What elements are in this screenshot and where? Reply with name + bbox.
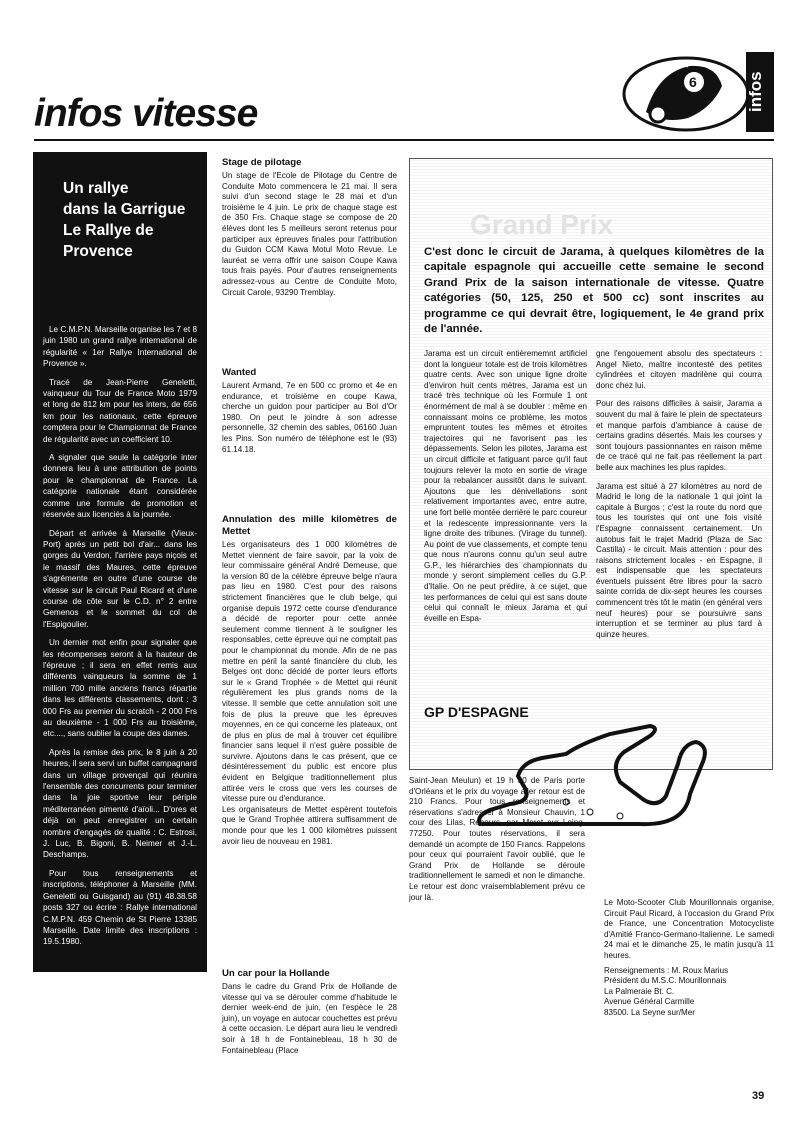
mourillon-article	[604, 898, 774, 1019]
mettet-paragraph: Les organisateurs des 1 000 kilomètres de Mettet viennent de faire savoir, par la voix de leur commissaire général André Demeuse, que la version 80 de la célèbre épreuve belge n'aura pas lieu en 1980. C'est pour des raisons strictement financières que le club belge, qui organise depuis 1972 cette course d'endurance a décidé de reporter pour cette année seulement comme tiennent à le souligner les responsables, cette épreuve qui ne comptait pas pour le championnat du monde. Afin de ne pas mettre en péril la santé financière du club, les Belges ont donc décidé de porter leurs efforts sur le « Grand Trophée » de Mettet qui réunit régulièrement les plus grands noms de la vitesse. Il semble que cette annulation soit une fois de plus la preuve que les épreuves moyennes, en ce qui concerne les plateaux, ont de plus en plus de mal à trouver cet équilibre financier sans lequel il n'est guère possible de survivre. Ajoutons dans le cas présent, que ce désintéressement du public est encore plus évident en Belgique traditionnellement plus attirée vers le cross que vers les courses de vitesse pure ou d'endurance.	[222, 540, 397, 804]
faint-title: Grand Prix	[470, 209, 614, 240]
infos-logo-text: infos	[746, 52, 774, 132]
map-title: GP D'ESPAGNE	[424, 704, 529, 720]
contact-line: Président du M.S.C. Mourillonnais	[604, 976, 727, 986]
contact-line: La Palmeraie Bt. C.	[604, 986, 675, 996]
mourillon-contact	[604, 966, 774, 1019]
hollande-title: Un car pour la Hollande	[222, 968, 330, 979]
rally-paragraph: Pour tous renseignements et inscriptions, téléphoner à Marseille (MM. Geneletti ou Guisgand) au (91) 48.38.58 posts 327 ou écrire : Rallye international C.M.P.N. 459 Chemin de St Pierre 13385 Marseille. Date limite des inscriptions : 19.5.1980.	[43, 868, 197, 947]
stage-article	[222, 157, 397, 298]
rally-paragraph: Le C.M.P.N. Marseille organise les 7 et 8 juin 1980 un grand rallye international de régularité « 1er Rallye International de Provence ».	[43, 325, 197, 369]
jarama-lead: C'est donc le circuit de Jarama, à quelques kilomètres de la capitale espagnole qui accueille cette semaine le second Grand Prix de la saison internationale de vitesse. Quatre catégories (50, 125, 250 et 500 cc) sont inscrites au programme ce qui devrait être, logiquement, le 4e grand prix de l'année.	[424, 246, 764, 336]
title-rule	[34, 139, 774, 141]
jarama-col-1	[424, 349, 587, 624]
rally-paragraph: Départ et arrivée à Marseille (Vieux-Port) après un petit bol d'air... dans les gorges du Verdon, l'arrière pays niçois et le massif des Maures, cette épreuve s'agrémente en outre d'une course de vitesse sur le circuit Paul Ricard et d'une course de côte sur le C.D. n° 2 entre Gemenos et le sommet du col de l'Espigoulier.	[43, 528, 197, 629]
hollande-text: Dans le cadre du Grand Prix de Hollande de vitesse qui va se dérouler comme d'habitude le dernier week-end de juin, (en l'espèce le 28 juin), un voyage en autocar couchettes est prévu à cette occasion. Le départ aura lieu le vendredi soir à 18 h de Fontainebleau, 18 h 30 de Fontainebleau (Place	[222, 982, 397, 1055]
hollande-continuation	[409, 776, 585, 903]
mettet-article	[222, 514, 397, 847]
page-number: 39	[752, 1090, 765, 1102]
mettet-paragraph: Les organisateurs de Mettet espèrent toutefois que le Grand Trophée attirera suffisamment de monde pour que les 1 000 kilomètres puissent avoir lieu de nouveau en 1981.	[222, 804, 397, 846]
rally-paragraph: Un dernier mot enfin pour signaler que les récompenses seront à la hauteur de l'épreuve ; il sera en effet remis aux différents vainqueurs la somme de 1 million 700 mille anciens francs répartie dans les différents classements, dont : 3 000 Frs au premier du scratch - 2 000 Frs au deuxième - 1 000 Frs au troisième, etc...., sans oublier la coupe des dames.	[43, 638, 197, 739]
rally-title	[63, 178, 203, 262]
jarama-col2-paragraph: Jarama est situé à 27 kilomètres au nord de Madrid le long de la nationale 1 qui joint la capitale à Burgos ; c'est la route du nord que tous les touristes qui ont une fois visité l'Espagne connaissent certainement. Un autobus fait le trajet Madrid (Plaza de Sac Castilla) - le circuit. Mais attention : pour des raisons strictement locales - en Espagne, il est indispensable que les spectateurs éventuels puissent être libres pour la sacro sainte corrida de dix-sept heures les courses commencent très tôt le matin (en général vers neuf heures) pour se poursuivre sans interruption et se terminer au plus tard à quinze heures.	[596, 481, 762, 639]
jarama-col-2	[596, 349, 762, 648]
rally-paragraph: Tracé de Jean-Pierre Geneletti, vainqueur du Tour de France Moto 1979 et long de 812 km pour les inters, de 656 km pour les nationaux, cette épreuve comptera pour le Championnat de France de régularité avec un coefficient 10.	[43, 377, 197, 444]
mourillon-text: Le Moto-Scooter Club Mourillonnais organise, Circuit Paul Ricard, à l'occasion du Grand Prix de France, une Concentration Motocycliste d'Amitié Franco-Germano-Italienne. Le samedi 24 mai et le dimanche 25, le matin jusqu'à 11 heures.	[604, 898, 774, 960]
jarama-col2-paragraph: gne l'engouement absolu des spectateurs : Angel Nieto, maître incontesté des petites cylindrées et citoyen madrilène qui courra donc chez lui.	[596, 349, 762, 390]
contact-line: 83500. La Seyne sur/Mer	[604, 1007, 695, 1017]
mettet-title: Annulation des mille kilomètres de Mettet	[222, 514, 397, 537]
jarama-col2-paragraph: Pour des raisons difficiles à saisir, Jarama a souvent du mal à faire le plein de spectateurs et manque parfois d'ambiance à cause de certains gradins désertés. Mais les courses y sont toujours passionnantes en raison même de ce tracé qui ne fait pas réellement la part belle aux machines les plus rapides.	[596, 399, 762, 472]
jarama-box	[409, 158, 773, 770]
rally-title-line: dans la Garrigue	[63, 201, 186, 218]
rally-paragraph: A signaler que seule la catégorie inter donnera lieu à une attribution de points pour le championnat de France. La catégorie nationale étant considérée comme une formule de promotion et réservée aux licenciés à la journée.	[43, 453, 197, 520]
rally-box	[33, 152, 207, 972]
infos-logo	[618, 52, 774, 132]
hollande-continuation-text: Saint-Jean Meulun) et 19 h 30 de Paris porte d'Orléans et le prix du voyage aller retour est de 210 Francs. Pour tous renseignements et réservations s'adresser à Monsieur Chauvin, 1 cour des Lilas, Rebours, par Moret sur Loing, 77250. Pour toutes réservations, il sera demandé un acompte de 150 Francs. Rappelons pour ceux qui pourraient l'avoir oublié, que le Grand Prix de Hollande se déroule traditionnellement le samedi et non le dimanche. Le retour est donc vraisemblablement prévu ce jour là.	[409, 776, 585, 902]
rally-title-line: Le Rallye de Provence	[63, 222, 154, 260]
jarama-col1-text: Jarama est un circuit entièrememnt artificiel dont la longueur totale est de trois kilomètres quatre cents. Avec son unique ligne droite d'environ huit cents mètres, Jarama est un tracé très technique où les Formule 1 ont énormément de mal à se doubler : même en connaissant moins ce problème, les motos empruntent toutes les mêmes et étroites trajectoires qui ne favorisent pas les dépassements. Selon les pilotes, Jarama est un circuit difficile et fatiguant parce qu'il faut toujours relever la moto en sortie de virage pour la rebalancer aussitôt dans le suivant. Ajoutons que les dénivellations sont relativement importantes avec, entre autre, une fort belle montée derrière le parc coureur et la redescente impressionnante vers la ligne droite des tribunes. (Virage du tunnel). Au point de vue classements, et compte tenu que nous n'aurons connu qu'un seul autre G.P., les hiérarchies des championnats du monde y seront simplement celles du G.P. d'Italie. On ne peut prédire, à ce sujet, que les performances de celui qui est sans doute celui qui connaît le mieux Jarama et qui éveille en Espa-	[424, 349, 587, 623]
contact-line: Avenue Général Carmille	[604, 997, 695, 1007]
wanted-article	[222, 367, 397, 455]
svg-text:6: 6	[689, 74, 697, 90]
rally-body	[43, 324, 197, 955]
stage-text: Un stage de l'Ecole de Pilotage du Centre de Conduite Moto commencera le 21 mai. Il sera suivi d'un second stage le 28 mai et d'un troisième le 4 juin. Le prix de chaque stage est de 350 Frs. Chaque stage se compose de 20 élèves dont les 5 meilleurs seront retenus pour participer aux épreuves finales pour l'attribution du Guidon CCM Kawa Motul Moto Revue. Le lauréat se verra offrir une saison Coupe Kawa tous frais payés. Pour d'autres renseignements adressez-vous au Centre de Conduite Moto, Circuit Carole, 93290 Tremblay.	[222, 171, 397, 297]
stage-title: Stage de pilotage	[222, 157, 302, 168]
contact-line: Renseignements : M. Roux Marius	[604, 965, 729, 975]
wanted-title: Wanted	[222, 367, 257, 378]
rally-title-line: Un rallye	[63, 180, 129, 197]
page-title: infos vitesse	[34, 92, 258, 135]
wanted-text: Laurent Armand, 7e en 500 cc promo et 4e en endurance, et troisième en coupe Kawa, cherche un guidon pour participer au Bol d'Or 1980. On peut le joindre à son adresse personnelle, 32 chemin des sables, 06160 Juan les Pins. Son numéro de téléphone est le (93) 61.14.18.	[222, 381, 397, 454]
hollande-article	[222, 968, 397, 1056]
rally-paragraph: Après la remise des prix, le 8 juin à 20 heures, il sera servi un buffet campagnard dans un village provençal qui réunira l'ensemble des concurrents pour terminer dans la joie sportive leur périple méditerranéen pimenté d'aïoli... D'ores et déjà on peut enregistrer un certain nombre d'engagés de qualité : C. Estrosi, J. Luc, B. Bigoni, B. Neimer et J.-L. Deschamps.	[43, 747, 197, 860]
